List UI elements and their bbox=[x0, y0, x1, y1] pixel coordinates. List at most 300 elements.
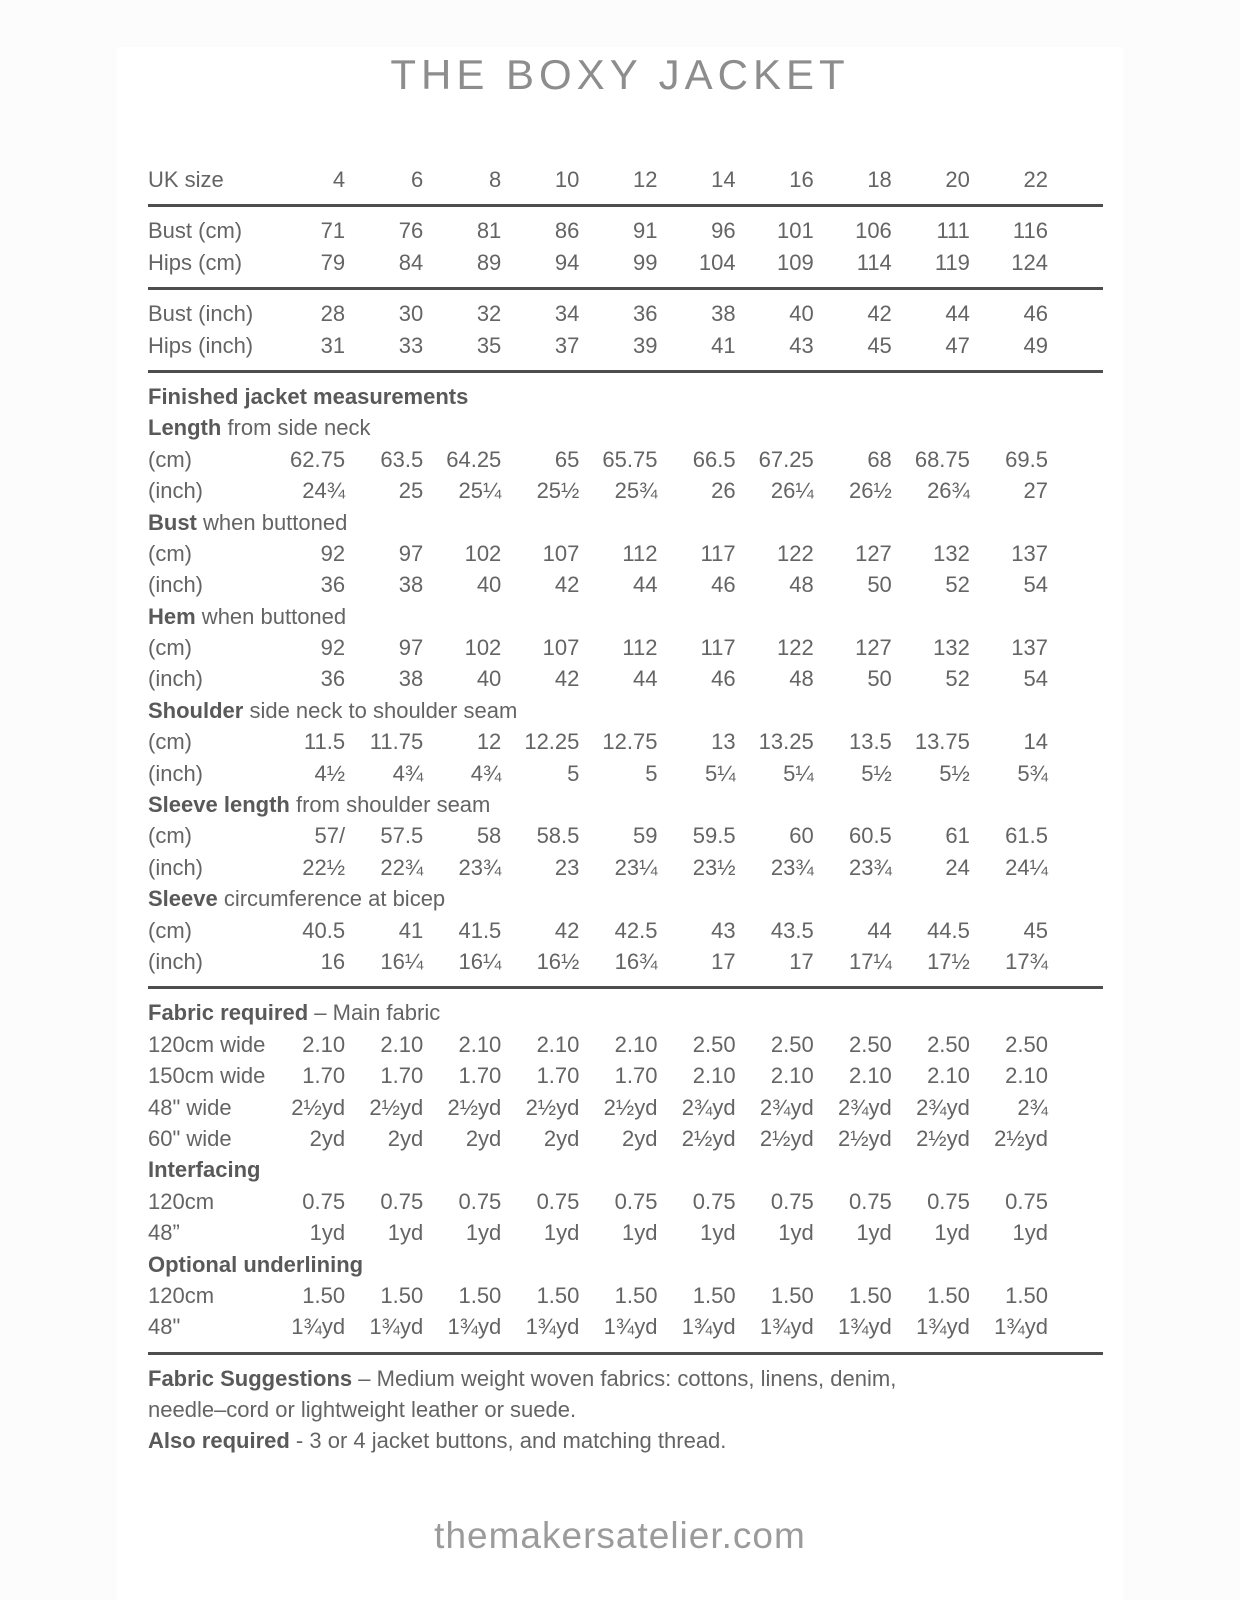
cell-value: 76 bbox=[398, 218, 424, 244]
section-heading-bold: Fabric Suggestions bbox=[148, 1365, 353, 1391]
cell-value: 2¾yd bbox=[681, 1094, 736, 1120]
table-row bbox=[148, 726, 1103, 757]
cell-value: 2½yd bbox=[369, 1094, 424, 1120]
section-heading-text: side neck to shoulder seam bbox=[243, 697, 518, 723]
cell-value: 114 bbox=[856, 249, 892, 275]
cell-value: 0.75 bbox=[614, 1188, 658, 1214]
cell-value: 46 bbox=[711, 572, 736, 598]
cell-value: 26 bbox=[711, 478, 736, 504]
table-row bbox=[148, 330, 1103, 361]
section-heading bbox=[148, 695, 1103, 726]
cell-value: 16¼ bbox=[380, 948, 424, 974]
cell-value: 2.50 bbox=[848, 1031, 892, 1057]
cell-value: 2¾yd bbox=[759, 1094, 814, 1120]
cell-value: 62.75 bbox=[290, 446, 346, 472]
cell-value: 112 bbox=[622, 635, 658, 661]
cell-value: 41 bbox=[398, 917, 424, 943]
cell-value: 124 bbox=[1011, 249, 1048, 275]
footer-url: themakersatelier.com bbox=[434, 1515, 806, 1556]
section-heading-bold: Finished jacket measurements bbox=[148, 383, 469, 409]
cell-value: 97 bbox=[398, 540, 424, 566]
table-row bbox=[148, 663, 1103, 694]
table-row bbox=[148, 820, 1103, 851]
cell-value: 23¾ bbox=[848, 854, 892, 880]
cell-value: 16 bbox=[789, 167, 814, 192]
cell-value: 2.50 bbox=[1005, 1031, 1048, 1057]
cell-value: 16¾ bbox=[614, 948, 658, 974]
divider-line bbox=[148, 361, 1103, 381]
cell-value: 65 bbox=[554, 446, 580, 472]
cell-value: 37 bbox=[554, 332, 580, 358]
cell-value: 22 bbox=[1023, 167, 1048, 192]
row-label: Bust (inch) bbox=[148, 301, 254, 327]
cell-value: 2½yd bbox=[994, 1125, 1048, 1151]
cell-value: 57/ bbox=[314, 823, 346, 849]
table-row bbox=[148, 569, 1103, 600]
cell-value: 86 bbox=[554, 218, 580, 244]
table-row bbox=[148, 1311, 1103, 1342]
cell-value: 38 bbox=[398, 666, 424, 692]
cell-value: 42 bbox=[554, 917, 580, 943]
cell-value: 1yd bbox=[309, 1220, 346, 1246]
cell-value: 1.50 bbox=[848, 1282, 892, 1308]
cell-value: 26¾ bbox=[927, 478, 970, 504]
cell-value: 1.70 bbox=[380, 1063, 424, 1089]
cell-value: 20 bbox=[945, 167, 970, 192]
cell-value: 91 bbox=[633, 218, 658, 244]
cell-value: 63.5 bbox=[380, 446, 424, 472]
cell-value: 23½ bbox=[692, 854, 736, 880]
cell-value: 24 bbox=[945, 854, 970, 880]
cell-value: 1yd bbox=[934, 1220, 970, 1246]
cell-value: 12 bbox=[476, 729, 502, 755]
section-heading bbox=[148, 1425, 1103, 1456]
section-heading-bold: Shoulder bbox=[148, 697, 244, 723]
cell-value: 65.75 bbox=[602, 446, 658, 472]
cell-value: 127 bbox=[855, 635, 892, 661]
row-label: (inch) bbox=[148, 572, 204, 598]
cell-value: 45 bbox=[1023, 917, 1048, 943]
section-heading-text: when buttoned bbox=[195, 603, 347, 629]
cell-value: 38 bbox=[398, 572, 424, 598]
cell-value: 2.50 bbox=[692, 1031, 736, 1057]
table-row bbox=[148, 1060, 1103, 1091]
cell-value: 2½yd bbox=[447, 1094, 502, 1120]
cell-value: 24¼ bbox=[1005, 854, 1048, 880]
cell-value: 5¾ bbox=[1017, 760, 1048, 786]
cell-value: 39 bbox=[633, 332, 658, 358]
cell-value: 59.5 bbox=[692, 823, 736, 849]
cell-value: 14 bbox=[711, 167, 736, 192]
row-label: (inch) bbox=[148, 478, 204, 504]
section-heading bbox=[148, 381, 1103, 412]
row-label: (cm) bbox=[148, 729, 192, 755]
cell-value: 2yd bbox=[465, 1125, 502, 1151]
section-heading-bold: Sleeve length bbox=[148, 792, 290, 818]
cell-value: 40 bbox=[476, 666, 502, 692]
cell-value: 16¼ bbox=[458, 948, 502, 974]
cell-value: 1.50 bbox=[927, 1282, 970, 1308]
cell-value: 54 bbox=[1023, 572, 1048, 598]
size-table bbox=[148, 164, 1103, 1457]
cell-value: 41.5 bbox=[458, 917, 502, 943]
table-row bbox=[148, 1092, 1103, 1123]
cell-value: 57.5 bbox=[380, 823, 424, 849]
row-label: 120cm bbox=[148, 1188, 215, 1214]
cell-value: 23 bbox=[554, 854, 580, 880]
cell-value: 92 bbox=[320, 540, 346, 566]
cell-value: 30 bbox=[398, 301, 424, 327]
cell-value: 2½yd bbox=[837, 1125, 892, 1151]
cell-value: 47 bbox=[945, 332, 970, 358]
cell-value: 97 bbox=[398, 635, 424, 661]
cell-value: 1¾yd bbox=[603, 1314, 658, 1340]
cell-value: 48 bbox=[789, 666, 814, 692]
cell-value: 2½yd bbox=[681, 1125, 736, 1151]
cell-value: 13 bbox=[711, 729, 736, 755]
cell-value: 13.25 bbox=[758, 729, 814, 755]
cell-value: 38 bbox=[711, 301, 736, 327]
cell-value: 12.75 bbox=[602, 729, 658, 755]
cell-value: 2.10 bbox=[380, 1031, 424, 1057]
cell-value: 68 bbox=[867, 446, 892, 472]
cell-value: 42.5 bbox=[614, 917, 658, 943]
cell-value: 13.5 bbox=[848, 729, 892, 755]
cell-value: 32 bbox=[476, 301, 502, 327]
cell-value: 102 bbox=[464, 635, 502, 661]
cell-value: 1.50 bbox=[692, 1282, 736, 1308]
cell-value: 1¾yd bbox=[994, 1314, 1048, 1340]
cell-value: 11.75 bbox=[369, 729, 424, 755]
cell-value: 1.50 bbox=[770, 1282, 814, 1308]
table-row bbox=[148, 1280, 1103, 1311]
cell-value: 1¾yd bbox=[916, 1314, 970, 1340]
row-label: (cm) bbox=[148, 540, 192, 566]
row-label: 120cm wide bbox=[148, 1031, 266, 1057]
cell-value: 1.50 bbox=[302, 1282, 346, 1308]
cell-value: 43 bbox=[789, 332, 814, 358]
cell-value: 33 bbox=[398, 332, 424, 358]
cell-value: 34 bbox=[554, 301, 580, 327]
section-heading bbox=[148, 1363, 1103, 1394]
section-heading bbox=[148, 789, 1103, 820]
cell-value: 2.10 bbox=[770, 1063, 814, 1089]
cell-value: 44 bbox=[633, 666, 658, 692]
cell-value: 1.50 bbox=[380, 1282, 424, 1308]
cell-value: 41 bbox=[711, 332, 736, 358]
cell-value: 16½ bbox=[536, 948, 580, 974]
cell-value: 52 bbox=[945, 666, 970, 692]
cell-value: 1.50 bbox=[614, 1282, 658, 1308]
table-row bbox=[148, 164, 1103, 195]
cell-value: 2¾ bbox=[1017, 1094, 1048, 1120]
cell-value: 46 bbox=[711, 666, 736, 692]
cell-value: 112 bbox=[622, 540, 658, 566]
section-heading-text: from side neck bbox=[221, 415, 371, 441]
cell-value: 36 bbox=[320, 572, 346, 598]
cell-value: 1¾yd bbox=[837, 1314, 892, 1340]
cell-value: 1.50 bbox=[536, 1282, 580, 1308]
section-heading-bold: Fabric required bbox=[148, 1000, 309, 1026]
cell-value: 2yd bbox=[309, 1125, 346, 1151]
table-row bbox=[148, 632, 1103, 663]
cell-value: 17½ bbox=[927, 948, 970, 974]
cell-value: 17 bbox=[789, 948, 814, 974]
cell-value: 0.75 bbox=[458, 1188, 502, 1214]
cell-value: 119 bbox=[934, 249, 970, 275]
cell-value: 46 bbox=[1023, 301, 1048, 327]
cell-value: 58.5 bbox=[536, 823, 580, 849]
row-label: 60" wide bbox=[148, 1125, 232, 1151]
cell-value: 67.25 bbox=[758, 446, 814, 472]
cell-value: 44 bbox=[633, 572, 658, 598]
row-label: (inch) bbox=[148, 666, 204, 692]
section-heading-bold: Also required bbox=[148, 1428, 290, 1454]
cell-value: 44 bbox=[867, 917, 892, 943]
cell-value: 28 bbox=[320, 301, 346, 327]
row-label: (cm) bbox=[148, 917, 192, 943]
cell-value: 17 bbox=[711, 948, 736, 974]
cell-value: 89 bbox=[476, 249, 502, 275]
section-heading-bold: Optional underlining bbox=[148, 1251, 364, 1277]
cell-value: 2½yd bbox=[916, 1125, 970, 1151]
cell-value: 127 bbox=[855, 540, 892, 566]
cell-value: 0.75 bbox=[927, 1188, 970, 1214]
cell-value: 2¾yd bbox=[837, 1094, 892, 1120]
page-title: THE BOXY JACKET bbox=[390, 51, 850, 98]
cell-value: 48 bbox=[789, 572, 814, 598]
section-heading bbox=[148, 601, 1103, 632]
cell-value: 22½ bbox=[302, 854, 346, 880]
cell-value: 54 bbox=[1023, 666, 1048, 692]
cell-value: 137 bbox=[1011, 635, 1048, 661]
cell-value: 12.25 bbox=[524, 729, 580, 755]
cell-value: 36 bbox=[320, 666, 346, 692]
cell-value: 60 bbox=[789, 823, 814, 849]
cell-value: 2.10 bbox=[1005, 1063, 1048, 1089]
cell-value: 117 bbox=[700, 540, 736, 566]
row-label: (cm) bbox=[148, 823, 192, 849]
cell-value: 137 bbox=[1011, 540, 1048, 566]
cell-value: 117 bbox=[700, 635, 736, 661]
cell-value: 14 bbox=[1023, 729, 1048, 755]
cell-value: 42 bbox=[554, 572, 580, 598]
cell-value: 5¼ bbox=[705, 760, 736, 786]
cell-value: 1yd bbox=[465, 1220, 502, 1246]
cell-value: 2.50 bbox=[770, 1031, 814, 1057]
cell-value: 61.5 bbox=[1005, 823, 1048, 849]
cell-value: 96 bbox=[711, 218, 736, 244]
cell-value: 107 bbox=[542, 540, 580, 566]
cell-value: 2.10 bbox=[848, 1063, 892, 1089]
section-heading-bold: Bust bbox=[148, 509, 197, 535]
cell-value: 40 bbox=[476, 572, 502, 598]
cell-value: 81 bbox=[476, 218, 502, 244]
cell-value: 104 bbox=[698, 249, 736, 275]
cell-value: 1.70 bbox=[536, 1063, 580, 1089]
table-row bbox=[148, 852, 1103, 883]
row-label: (cm) bbox=[148, 446, 192, 472]
cell-value: 4¾ bbox=[392, 760, 424, 786]
table-row bbox=[148, 538, 1103, 569]
table-row bbox=[148, 444, 1103, 475]
cell-value: 25 bbox=[398, 478, 424, 504]
cell-value: 17¾ bbox=[1005, 948, 1048, 974]
cell-value: 0.75 bbox=[1005, 1188, 1048, 1214]
cell-value: 4¾ bbox=[470, 760, 502, 786]
cell-value: 12 bbox=[633, 167, 658, 192]
row-label: (inch) bbox=[148, 854, 204, 880]
cell-value: 69.5 bbox=[1005, 446, 1048, 472]
cell-value: 25½ bbox=[536, 478, 580, 504]
row-label: 48” bbox=[148, 1220, 180, 1246]
cell-value: 44.5 bbox=[927, 917, 970, 943]
section-heading-bold: Sleeve bbox=[148, 886, 218, 912]
cell-value: 66.5 bbox=[692, 446, 736, 472]
cell-value: 22¾ bbox=[380, 854, 424, 880]
cell-value: 1.70 bbox=[302, 1063, 346, 1089]
cell-value: 1¾yd bbox=[447, 1314, 502, 1340]
cell-value: 5½ bbox=[939, 760, 970, 786]
cell-value: 11.5 bbox=[303, 729, 346, 755]
cell-value: 2.10 bbox=[458, 1031, 502, 1057]
section-heading-text: when buttoned bbox=[196, 509, 348, 535]
divider-line bbox=[148, 977, 1103, 997]
cell-value: 99 bbox=[633, 249, 658, 275]
cell-value: 45 bbox=[867, 332, 892, 358]
cell-value: 84 bbox=[398, 249, 424, 275]
table-row bbox=[148, 1029, 1103, 1060]
section-heading-text: needle–cord or lightweight leather or suede. bbox=[148, 1397, 577, 1423]
section-heading bbox=[148, 1394, 1103, 1425]
cell-value: 1¾yd bbox=[369, 1314, 424, 1340]
cell-value: 44 bbox=[945, 301, 970, 327]
section-heading bbox=[148, 412, 1103, 443]
table-row bbox=[148, 915, 1103, 946]
cell-value: 0.75 bbox=[302, 1188, 346, 1214]
cell-value: 1.50 bbox=[458, 1282, 502, 1308]
cell-value: 24¾ bbox=[302, 478, 346, 504]
cell-value: 58 bbox=[476, 823, 502, 849]
cell-value: 17¼ bbox=[848, 948, 892, 974]
divider-line bbox=[148, 1343, 1103, 1363]
cell-value: 1¾yd bbox=[525, 1314, 580, 1340]
cell-value: 61 bbox=[945, 823, 970, 849]
row-label: UK size bbox=[148, 167, 224, 192]
cell-value: 2½yd bbox=[759, 1125, 814, 1151]
cell-value: 25¾ bbox=[614, 478, 658, 504]
cell-value: 13.75 bbox=[914, 729, 970, 755]
section-heading bbox=[148, 997, 1103, 1028]
section-heading-bold: Interfacing bbox=[148, 1157, 261, 1183]
cell-value: 1.70 bbox=[614, 1063, 658, 1089]
cell-value: 1yd bbox=[1012, 1220, 1048, 1246]
divider-line bbox=[148, 195, 1103, 215]
cell-value: 122 bbox=[776, 540, 814, 566]
cell-value: 2¾yd bbox=[916, 1094, 970, 1120]
cell-value: 1¾yd bbox=[681, 1314, 736, 1340]
cell-value: 107 bbox=[542, 635, 580, 661]
cell-value: 64.25 bbox=[446, 446, 502, 472]
cell-value: 1¾yd bbox=[291, 1314, 346, 1340]
cell-value: 2yd bbox=[387, 1125, 424, 1151]
cell-value: 5¼ bbox=[783, 760, 814, 786]
section-heading-text: – Medium weight woven fabrics: cottons, linens, denim, bbox=[352, 1365, 897, 1391]
cell-value: 2.50 bbox=[927, 1031, 970, 1057]
table-row bbox=[148, 247, 1103, 278]
cell-value: 6 bbox=[410, 167, 424, 192]
cell-value: 102 bbox=[464, 540, 502, 566]
cell-value: 50 bbox=[867, 572, 892, 598]
cell-value: 31 bbox=[320, 332, 346, 358]
section-heading bbox=[148, 883, 1103, 914]
section-heading-text: – Main fabric bbox=[308, 1000, 441, 1026]
row-label: (inch) bbox=[148, 760, 204, 786]
cell-value: 1yd bbox=[700, 1220, 736, 1246]
cell-value: 71 bbox=[320, 218, 346, 244]
cell-value: 1yd bbox=[622, 1220, 658, 1246]
cell-value: 40.5 bbox=[302, 917, 346, 943]
cell-value: 1.70 bbox=[458, 1063, 502, 1089]
cell-value: 92 bbox=[320, 635, 346, 661]
cell-value: 2.10 bbox=[536, 1031, 580, 1057]
cell-value: 101 bbox=[776, 218, 814, 244]
row-label: 120cm bbox=[148, 1282, 215, 1308]
cell-value: 10 bbox=[554, 167, 580, 192]
cell-value: 1yd bbox=[543, 1220, 580, 1246]
cell-value: 0.75 bbox=[380, 1188, 424, 1214]
cell-value: 23¾ bbox=[458, 854, 502, 880]
cell-value: 111 bbox=[936, 218, 970, 244]
cell-value: 2.10 bbox=[302, 1031, 346, 1057]
table-row bbox=[148, 758, 1103, 789]
table-row bbox=[148, 215, 1103, 246]
cell-value: 25¼ bbox=[458, 478, 502, 504]
cell-value: 2½yd bbox=[603, 1094, 658, 1120]
cell-value: 60.5 bbox=[848, 823, 892, 849]
section-heading bbox=[148, 1249, 1103, 1280]
cell-value: 5 bbox=[567, 760, 580, 786]
cell-value: 35 bbox=[476, 332, 502, 358]
row-label: (inch) bbox=[148, 948, 204, 974]
cell-value: 5 bbox=[645, 760, 658, 786]
row-label: 48" wide bbox=[148, 1094, 232, 1120]
cell-value: 18 bbox=[867, 167, 892, 192]
cell-value: 106 bbox=[855, 218, 892, 244]
cell-value: 0.75 bbox=[692, 1188, 736, 1214]
cell-value: 2½yd bbox=[525, 1094, 580, 1120]
cell-value: 68.75 bbox=[914, 446, 970, 472]
cell-value: 43 bbox=[711, 917, 736, 943]
cell-value: 0.75 bbox=[770, 1188, 814, 1214]
row-label: 150cm wide bbox=[148, 1063, 266, 1089]
cell-value: 27 bbox=[1023, 478, 1048, 504]
cell-value: 2.10 bbox=[614, 1031, 658, 1057]
cell-value: 23¼ bbox=[614, 854, 658, 880]
cell-value: 132 bbox=[933, 635, 970, 661]
cell-value: 1yd bbox=[856, 1220, 892, 1246]
table-row bbox=[148, 1123, 1103, 1154]
cell-value: 42 bbox=[554, 666, 580, 692]
cell-value: 0.75 bbox=[848, 1188, 892, 1214]
cell-value: 122 bbox=[776, 635, 814, 661]
cell-value: 1yd bbox=[387, 1220, 424, 1246]
cell-value: 132 bbox=[933, 540, 970, 566]
cell-value: 49 bbox=[1023, 332, 1048, 358]
pattern-size-chart-page bbox=[117, 47, 1123, 1600]
cell-value: 2.10 bbox=[927, 1063, 970, 1089]
table-row bbox=[148, 946, 1103, 977]
